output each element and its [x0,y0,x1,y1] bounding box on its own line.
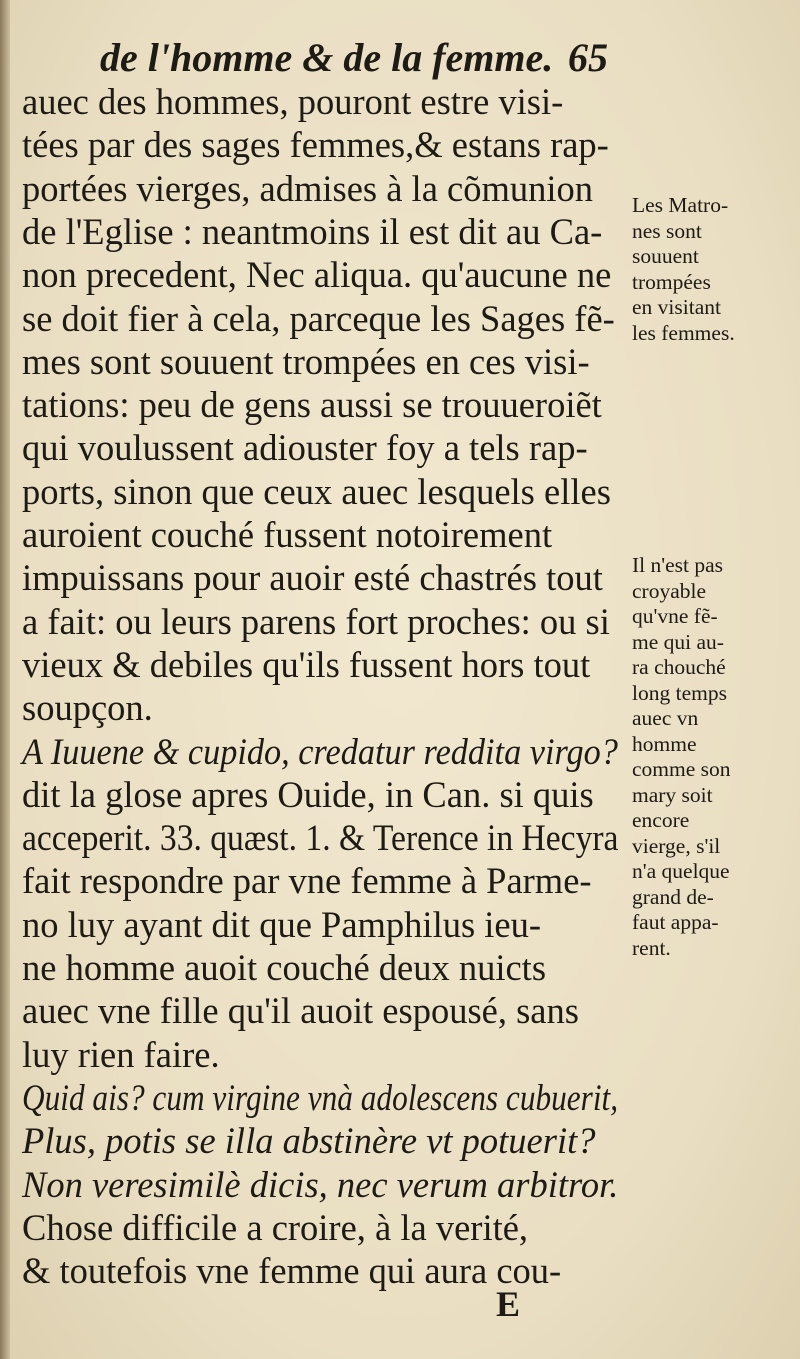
text-line: a fait: ou leurs parens fort proches: ou si [22,600,610,642]
marginal-note-line: croyable [632,578,707,603]
text-line: soupçon. [22,687,153,729]
marginal-note-line: mary soit [632,782,713,807]
text-line: auroient couché fussent notoirement [22,514,553,555]
text-line: luy rien faire. [22,1033,220,1075]
text-line: Non veresimilè dicis, nec verum arbitror. [22,1163,619,1205]
marginal-note-line: en visitant [632,295,721,319]
marginal-note-line: vierge, s'il [632,833,721,858]
text-line: auec des hommes, pouront estre visi- [22,81,564,122]
text-line: fait respondre par vne femme à Parme- [22,860,592,902]
marginal-note-line: me qui au- [632,629,724,654]
text-line: impuissans pour auoir esté chastrés tout [22,557,603,599]
marginal-note-line: rent. [632,935,671,960]
marginal-note-line: homme [632,731,697,756]
marginal-note-line: Les Matro- [632,193,729,217]
marginal-note-line: comme son [632,757,731,781]
running-head: de l'homme & de la femme. [100,35,554,80]
text-line: ports, sinon que ceux auec lesquels elles [22,470,611,512]
marginal-note-line: trompées [632,269,711,294]
text-line: Chose difficile a croire, à la verité, [22,1206,529,1248]
page-gutter-shadow [0,0,10,1359]
text-line: ne homme auoit couché deux nuicts [22,947,547,988]
text-line: portées vierges, admises à la cõmunion [22,167,594,209]
marginal-note-line: grand de- [632,884,714,909]
text-line: tées par des sages femmes,& estans rap- [22,124,609,166]
text-line: dit la glose apres Ouide, in Can. si quis [22,773,594,815]
text-line: Quid ais? cum virgine vnà adolescens cubuerit, [22,1076,619,1118]
marginal-note-line: faut appa- [632,910,719,934]
text-line: no luy ayant dit que Pamphilus ieu- [22,903,542,945]
marginal-note-line: Il n'est pas [632,553,724,577]
marginal-note-line: nes sont [632,218,702,243]
marginal-note-line: encore [632,808,690,832]
text-line: de l'Eglise : neantmoins il est dit au Ca- [22,210,603,252]
text-line: non precedent, Nec aliqua. qu'aucune ne [22,254,612,296]
text-line: acceperit. 33. quæst. 1. & Terence in Hecyra [22,817,619,859]
marginal-note-line: souuent [632,244,699,268]
marginal-note-line: n'a quelque [632,859,730,883]
marginal-note-line: ra chouché [632,655,726,679]
text-line: qui voulussent adiouster foy a tels rap- [22,427,588,469]
marginal-note-line: long temps [632,680,727,705]
signature-mark: E [496,1284,521,1324]
text-line: Plus, potis se illa abstinère vt potuerit? [22,1120,596,1162]
marginal-note-line: les femmes. [632,320,735,345]
marginal-note-line: qu'vne fẽ- [632,604,718,628]
text-line: & toutefois vne femme qui aura cou- [22,1250,562,1292]
text-line: tations: peu de gens aussi se trouueroiẽt [22,384,602,426]
text-line: se doit fier à cela, parceque les Sages fẽ- [22,297,615,339]
text-line: vieux & debiles qu'ils fussent hors tout [22,643,591,685]
page-number: 65 [568,35,608,80]
text-line: A Iuuene & cupido, credatur reddita virgo? [22,730,618,772]
marginal-note-line: auec vn [632,706,699,730]
text-line: auec vne fille qu'il auoit espousé, sans [22,990,579,1032]
text-line: mes sont souuent trompées en ces visi- [22,340,590,382]
